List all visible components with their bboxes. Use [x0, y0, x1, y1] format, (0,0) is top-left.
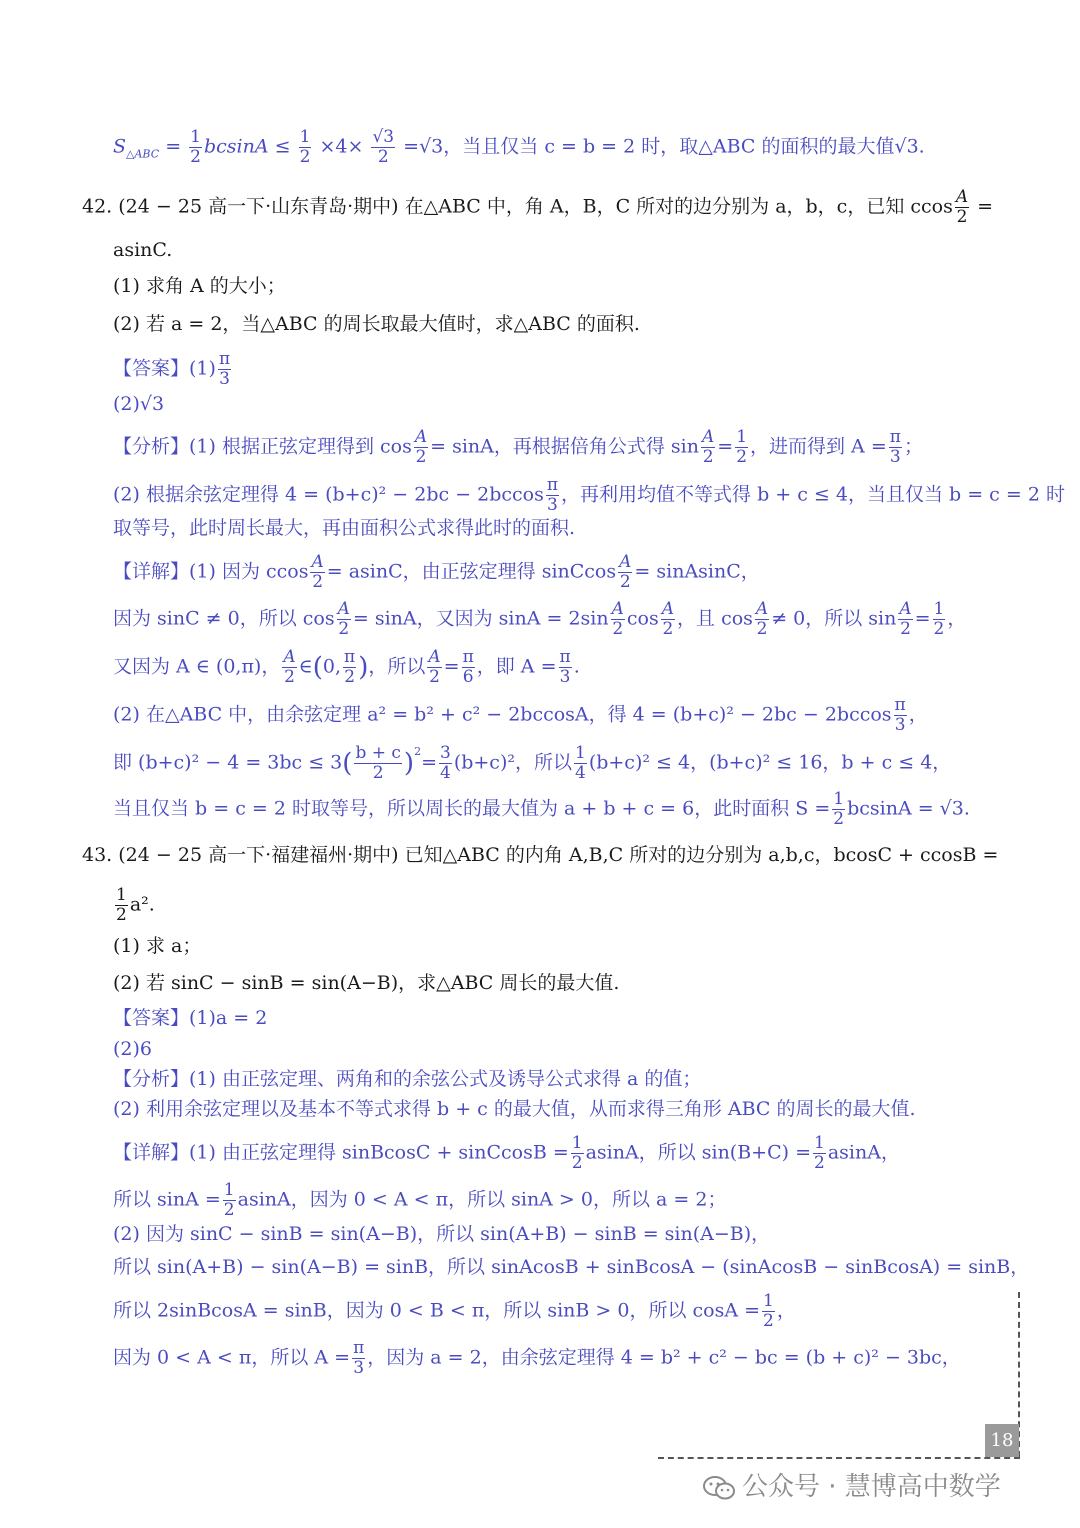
q43-stem-line1: 43. (24 − 25 高一下·福建福州·期中) 已知△ABC 的内角 A,B,C 所对的边分别为 a,b,c，bcosC + ccosB = — [82, 844, 999, 866]
q43-analysis-line2: (2) 利用余弦定理以及基本不等式求得 b + c 的最大值，从而求得三角形 ABC 的周长的最大值. — [113, 1098, 916, 1120]
q43-answer1: 【答案】(1)a = 2 — [113, 1007, 268, 1029]
q42-detail-line4: (2) 在△ABC 中，由余弦定理 a² = b² + c² − 2bccosA，得 4 = (b+c)² − 2bc − 2bccos $\frac{\pi}{3}$ ， — [113, 695, 928, 735]
q42-answer1: 【答案】(1) $\frac{\pi}{3}$ — [113, 349, 231, 389]
q43-part1: (1) 求 a； — [113, 935, 202, 957]
q42-detail-line6: 当且仅当 b = c = 2 时取等号，所以周长的最大值为 a + b + c = 6，此时面积 S = $\frac{1}{2}$ bcsinA = √3. — [113, 789, 970, 829]
q42-detail-line5: 即 (b+c)² − 4 = 3bc ≤ 3( $\frac{b + c}{2}$ )$^2$= $\frac{3}{4}$ (b+c)²，所以 $\frac{1}{4}$ (b+c)² ≤ 4，(b+c)² ≤ 16，b + c ≤ 4， — [113, 743, 952, 783]
detail-tag: 【详解】 — [113, 560, 190, 583]
q43-answer2: (2)6 — [113, 1038, 153, 1060]
q42-answer2: (2)√3 — [113, 393, 165, 415]
q42-part2: (2) 若 a = 2，当△ABC 的周长取最大值时，求△ABC 的面积. — [113, 313, 640, 335]
q42-analysis-line2: (2) 根据余弦定理得 4 = (b+c)² − 2bc − 2bccos $\frac{\pi}{3}$ ，再利用均值不等式得 b + c ≤ 4，当且仅当 b = c = 2 时 — [113, 475, 1065, 515]
q42-part1: (1) 求角 A 的大小； — [113, 275, 286, 297]
q43-detail-line1: 【详解】(1) 由正弦定理得 sinBcosC + sinCcosB = $\frac{1}{2}$ asinA，所以 sin(B+C) = $\frac{1}{2}$ asinA， — [113, 1133, 900, 1173]
answer-tag: 【答案】 — [113, 357, 190, 380]
q42-detail-line2: 因为 sinC ≠ 0，所以 cos $\frac{A}{2}$ = sinA，又因为 sinA = 2sin $\frac{A}{2}$ cos $\frac{A}{2}$ ，且 cos $\frac{A}{2}$ ≠ 0，所以 sin $\frac{A}{2}$ = $\frac{1}{2}$ ， — [113, 599, 967, 639]
q43-analysis-line1: 【分析】(1) 由正弦定理、两角和的余弦公式及诱导公式求得 a 的值； — [113, 1068, 702, 1090]
q43-part2: (2) 若 sinC − sinB = sin(A−B)，求△ABC 周长的最大值. — [113, 972, 620, 994]
q43-detail-line4: 所以 sin(A+B) − sin(A−B) = sinB，所以 sinAcosB + sinBcosA − (sinAcosB − sinBcosA) = sinB， — [113, 1256, 1030, 1278]
analysis-tag: 【分析】 — [113, 1068, 190, 1090]
detail-tag: 【详解】 — [113, 1141, 190, 1164]
analysis-tag: 【分析】 — [113, 435, 190, 458]
q42-detail-line3: 又因为 A ∈ (0,π)， $\frac{A}{2}$ ∈(0, $\frac{\pi}{2}$ )，所以 $\frac{A}{2}$ = $\frac{\pi}{6}$ ，即 A = $\frac{\pi}{3}$ . — [113, 647, 580, 687]
q42-analysis-line1: 【分析】(1) 根据正弦定理得到 cos $\frac{A}{2}$ = sinA，再根据倍角公式得 sin $\frac{A}{2}$ = $\frac{1}{2}$ ，进而得到 A = $\frac{\pi}{3}$ ； — [113, 427, 923, 467]
q43-detail-line5: 所以 2sinBcosA = sinB，因为 0 < B < π，所以 sinB > 0，所以 cosA = $\frac{1}{2}$ ， — [113, 1291, 796, 1331]
q42-analysis-line3: 取等号，此时周长最大，再由面积公式求得此时的面积. — [113, 517, 576, 539]
q43-stem-line2: $\frac{1}{2}$ a². — [116, 885, 155, 925]
q42-stem-line2: asinC. — [113, 239, 173, 261]
page-border-horizontal — [658, 1457, 1020, 1459]
q43-detail-line2: 所以 sinA = $\frac{1}{2}$ asinA，因为 0 < A < π，所以 sinA > 0，所以 a = 2； — [113, 1180, 727, 1220]
q42-stem-line1: 42. (24 − 25 高一下·山东青岛·期中) 在△ABC 中，角 A，B，C 所对的边分别为 a，b，c，已知 ccos $\frac{A}{2}$ = — [82, 187, 994, 227]
q43-detail-line6: 因为 0 < A < π，所以 A = $\frac{\pi}{3}$ ，因为 a = 2，由余弦定理得 4 = b² + c² − bc = (b + c)² − 3bc， — [113, 1338, 961, 1378]
q42-detail-line1: 【详解】(1) 因为 ccos $\frac{A}{2}$ = asinC，由正弦定理得 sinCcos $\frac{A}{2}$ = sinAsinC， — [113, 552, 760, 592]
watermark-text: 公众号 · 慧博高中数学 — [742, 1472, 1001, 1502]
wechat-icon — [702, 1475, 736, 1501]
answer-tag: 【答案】 — [113, 1007, 190, 1029]
page-number: 18 — [985, 1424, 1019, 1457]
q43-detail-line3: (2) 因为 sinC − sinB = sin(A−B)，所以 sin(A+B) − sinB = sin(A−B)， — [113, 1223, 771, 1245]
prev-area-line: $S_{\triangle ABC}$ = $\frac{1}{2}$ bcsinA ≤ $\frac{1}{2}$ ×4× $\frac{√3}{2}$ =√3，当且仅当 c = b = 2 时，取△ABC 的面积的最大值√3. — [113, 127, 925, 167]
watermark — [702, 1466, 1001, 1503]
